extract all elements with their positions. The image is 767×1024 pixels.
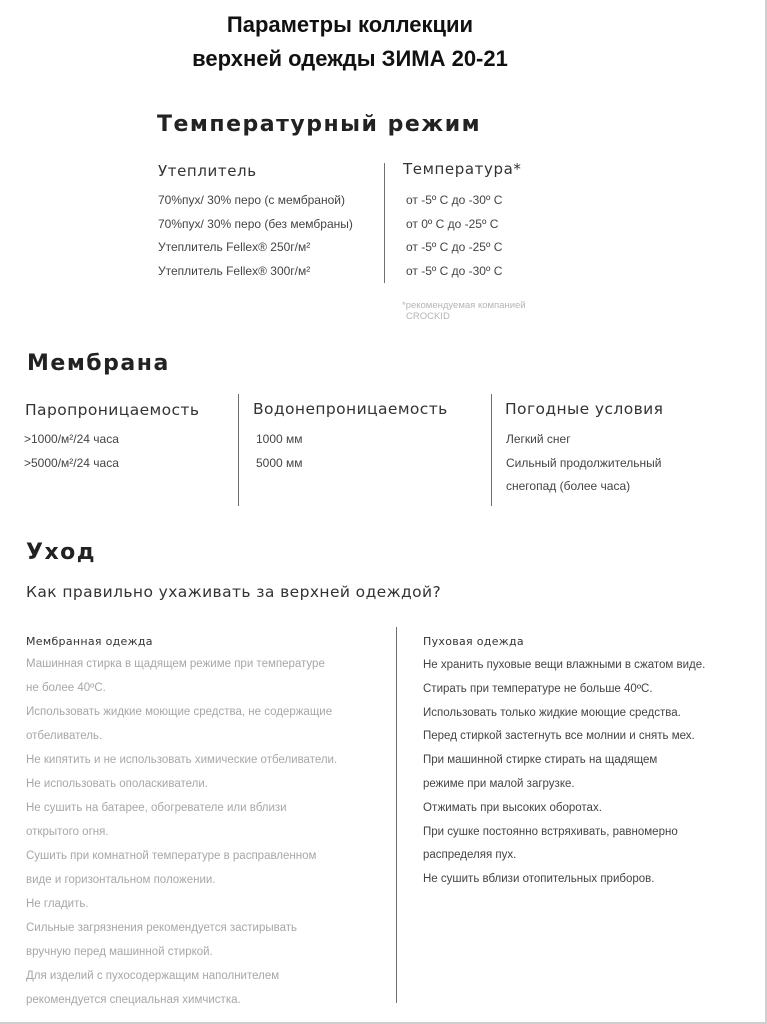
care-divider [396, 627, 397, 1003]
membrane-heading: Мембрана [27, 351, 170, 376]
insulation-column-header: Утеплитель [158, 162, 257, 180]
membrane-care-list [26, 652, 337, 1012]
membrane-clothing-header: Мембранная одежда [26, 635, 153, 648]
list-item: Не кипятить и не использовать химические отбеливатели. [26, 754, 338, 766]
list-item: Легкий снег [506, 432, 571, 446]
list-item: 1000 мм [256, 432, 303, 446]
list-item: Сильные загрязнения рекомендуется застирывать [26, 922, 298, 934]
list-item: вручную перед машинной стиркой. [26, 946, 213, 958]
list-item: Стирать при температуре не больше 40ºС. [423, 682, 653, 695]
list-item: Сильный продолжительный [506, 455, 662, 470]
list-item: Не хранить пуховые вещи влажными в сжатом виде. [423, 659, 706, 671]
list-item: отбеливатель. [26, 730, 103, 742]
list-item: Не гладить. [26, 898, 89, 910]
list-item: режиме при малой загрузке. [423, 777, 575, 790]
list-item: При сушке постоянно встряхивать, равномерно [423, 825, 678, 838]
list-item: Использовать только жидкие моющие средства. [423, 706, 681, 719]
weather-conditions-header: Погодные условия [505, 400, 664, 418]
temperature-list [406, 189, 502, 283]
vapor-permeability-header: Паропроницаемость [25, 401, 200, 419]
insulation-item: Утеплитель Fellex® 300г/м² [158, 263, 311, 278]
list-item: Не сушить на батарее, обогревателе или вблизи [26, 802, 287, 814]
page-title-line-2: верхней одежды ЗИМА 20-21 [192, 46, 508, 71]
list-item: Перед стиркой застегнуть все молнии и снять мех. [423, 730, 695, 743]
list-item: рекомендуется специальная химчистка. [26, 994, 241, 1006]
care-heading: Уход [26, 540, 97, 565]
list-item: открытого огня. [26, 826, 109, 838]
temperature-column-header: Температура* [403, 160, 522, 178]
insulation-list [158, 189, 353, 283]
temperature-footnote: *рекомендуемая компанией CROCKID [402, 300, 526, 322]
list-item: 5000 мм [256, 455, 303, 470]
membrane-divider-1 [238, 394, 239, 506]
vapor-permeability-list [24, 428, 119, 475]
page-title-line-1: Параметры коллекции [226, 12, 474, 37]
waterproofness-list [256, 428, 303, 475]
waterproofness-header: Водонепроницаемость [253, 400, 448, 418]
list-item: При машинной стирке стирать на щадящем [423, 754, 658, 767]
insulation-item: Утеплитель Fellex® 250г/м² [158, 240, 311, 254]
list-item: снегопад (более часа) [506, 479, 631, 493]
list-item: Для изделий с пухосодержащим наполнителем [26, 970, 280, 982]
list-item: Сушить при комнатной температуре в расправленном [26, 850, 317, 862]
list-item: >5000/м²/24 часа [24, 455, 119, 470]
list-item: >1000/м²/24 часа [24, 432, 119, 446]
insulation-item: 70%пух/ 30% перо (без мембраны) [158, 216, 353, 231]
list-item: Отжимать при высоких оборотах. [423, 801, 602, 814]
membrane-divider-2 [491, 394, 492, 506]
temperature-item: от -5º С до -25º С [406, 240, 503, 254]
list-item: не более 40ºС. [26, 682, 106, 694]
temperature-item: от 0º С до -25º С [406, 216, 499, 231]
list-item: Не использовать ополаскиватели. [26, 778, 208, 790]
list-item: распределяя пух. [423, 849, 517, 862]
temperature-item: от -5º С до -30º С [406, 193, 503, 207]
list-item: виде и горизонтальном положении. [26, 874, 216, 886]
list-item: Машинная стирка в щадящем режиме при температуре [26, 658, 325, 670]
list-item: Использовать жидкие моющие средства, не содержащие [26, 706, 333, 718]
temperature-item: от -5º С до -30º С [406, 263, 503, 278]
down-care-list [423, 654, 705, 892]
temperature-divider [384, 163, 385, 283]
weather-conditions-list [506, 428, 661, 499]
insulation-item: 70%пух/ 30% перо (с мембраной) [158, 193, 345, 207]
list-item: Не сушить вблизи отопительных приборов. [423, 873, 655, 886]
down-clothing-header: Пуховая одежда [423, 635, 524, 648]
temperature-heading: Температурный режим [157, 112, 482, 137]
care-question: Как правильно ухаживать за верхней одеждой? [26, 583, 442, 601]
